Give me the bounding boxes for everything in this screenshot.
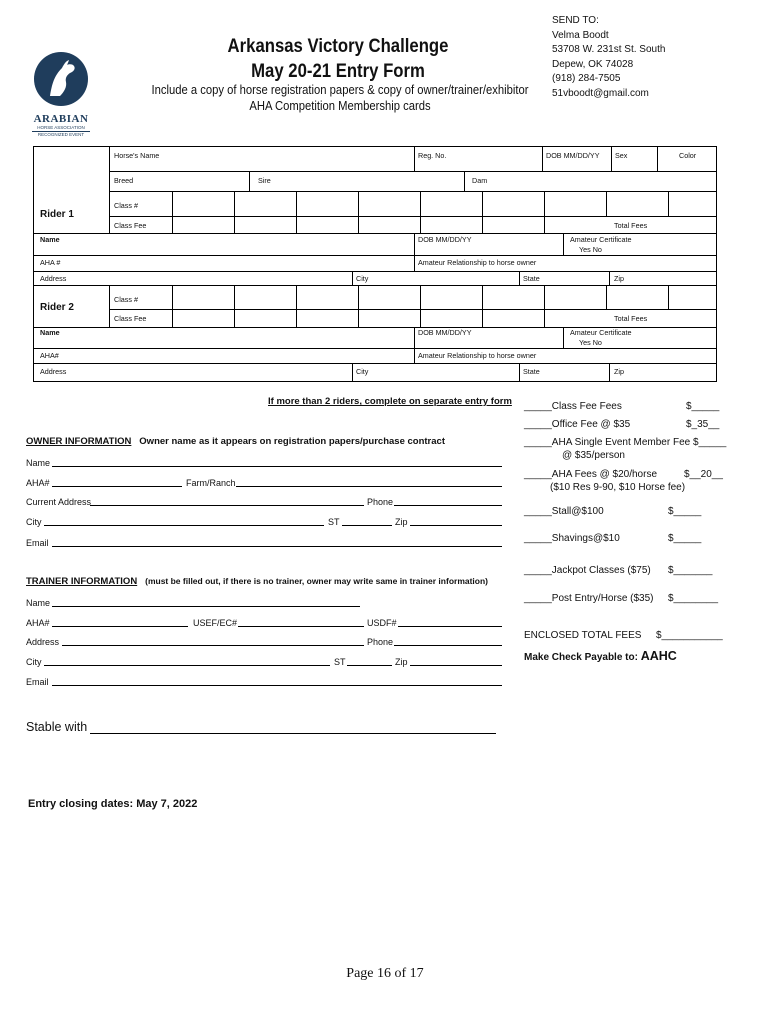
rider2-label: Rider 2 xyxy=(40,302,74,313)
trainer-st-label: ST xyxy=(334,657,346,667)
make-check-payable-label: Make Check Payable to: xyxy=(524,652,638,663)
trainer-heading: TRAINER INFORMATION xyxy=(26,576,138,587)
owner-aha-label: AHA# xyxy=(26,478,50,488)
trainer-name-field[interactable] xyxy=(52,606,360,607)
rider1-address-label: Address xyxy=(40,274,67,283)
enclosed-total-amount: $___________ xyxy=(656,630,723,641)
trainer-usdf-label: USDF# xyxy=(367,618,397,628)
rider1-name-label: Name xyxy=(40,235,60,244)
owner-aha-field[interactable] xyxy=(52,486,182,487)
trainer-zip-label: Zip xyxy=(395,657,408,667)
enclosed-total-label: ENCLOSED TOTAL FEES xyxy=(524,630,642,641)
owner-address-label: Current Address xyxy=(26,497,92,507)
stall-row: _____Stall@$100 xyxy=(524,506,604,517)
office-fee-amount: $_35__ xyxy=(686,419,720,430)
make-check-payable-row xyxy=(524,649,677,663)
rider2-city-label: City xyxy=(356,367,369,376)
trainer-aha-field[interactable] xyxy=(52,626,188,627)
owner-note: Owner name as it appears on registration papers/purchase contract xyxy=(139,436,445,447)
owner-name-label: Name xyxy=(26,458,51,468)
trainer-usef-label: USEF/EC# xyxy=(193,618,238,628)
rider1-total-fees-label: Total Fees xyxy=(614,221,648,230)
owner-heading-row xyxy=(26,436,445,447)
owner-name-field[interactable] xyxy=(52,466,502,467)
rider2-class-fee-label: Class Fee xyxy=(114,314,147,323)
stable-with-label: Stable with xyxy=(26,720,88,734)
rider2-amateur-cert-label: Amateur Certificate xyxy=(570,328,632,337)
trainer-name-label: Name xyxy=(26,598,51,608)
rider1-amateur-cert-label: Amateur Certificate xyxy=(570,235,632,244)
rider1-relationship-label: Amateur Relationship to horse owner xyxy=(418,258,537,267)
owner-farm-label: Farm/Ranch xyxy=(186,478,236,488)
horse-head-icon xyxy=(32,50,90,108)
class-fee-row: _____Class Fee Fees xyxy=(524,401,622,412)
trainer-usdf-field[interactable] xyxy=(398,626,502,627)
owner-address-field[interactable] xyxy=(90,505,364,506)
owner-phone-field[interactable] xyxy=(394,505,502,506)
logo-text-3: RECOGNIZED EVENT xyxy=(32,131,90,137)
trainer-heading-row xyxy=(26,576,488,587)
form-title-line2: May 20-21 Entry Form xyxy=(251,61,425,82)
owner-st-field[interactable] xyxy=(342,525,392,526)
shavings-row: _____Shavings@$10 xyxy=(524,533,620,544)
rider1-dob-label: DOB MM/DD/YY xyxy=(418,235,472,244)
aha-fees-amount: $__20__ xyxy=(684,469,723,480)
instructions-line1: Include a copy of horse registration papers & copy of owner/trainer/exhibitor xyxy=(151,83,529,97)
trainer-phone-label: Phone xyxy=(367,637,394,647)
post-entry-amount: $________ xyxy=(668,593,719,604)
rider1-state-label: State xyxy=(523,274,540,283)
trainer-phone-field[interactable] xyxy=(394,645,502,646)
jackpot-amount: $_______ xyxy=(668,565,713,576)
dam-label: Dam xyxy=(472,176,488,185)
rider2-dob-label: DOB MM/DD/YY xyxy=(418,328,472,337)
trainer-usef-field[interactable] xyxy=(238,626,364,627)
rider2-name-label: Name xyxy=(40,328,60,337)
trainer-email-field[interactable] xyxy=(52,685,502,686)
sire-label: Sire xyxy=(258,176,271,185)
rider1-city-label: City xyxy=(356,274,369,283)
entry-closing-date: Entry closing dates: May 7, 2022 xyxy=(28,798,198,810)
rider1-aha-label: AHA # xyxy=(40,258,61,267)
arabian-horse-association-logo xyxy=(32,50,90,137)
stable-with-field[interactable] xyxy=(90,733,496,734)
trainer-aha-label: AHA# xyxy=(26,618,50,628)
more-riders-note: If more than 2 riders, complete on separate entry form xyxy=(268,396,512,407)
owner-farm-field[interactable] xyxy=(236,486,502,487)
owner-heading: OWNER INFORMATION xyxy=(26,436,132,447)
trainer-note: (must be filled out, if there is no trainer, owner may write same in trainer information) xyxy=(145,576,489,586)
rider1-class-no-label: Class # xyxy=(114,201,138,210)
class-fee-amount: $_____ xyxy=(686,401,720,412)
owner-city-label: City xyxy=(26,517,42,527)
send-to-street: 53708 W. 231st St. South xyxy=(552,44,666,55)
send-to-name: Velma Boodt xyxy=(552,29,609,41)
send-to-email: 51vboodt@gmail.com xyxy=(552,87,649,99)
rider2-aha-label: AHA# xyxy=(40,351,59,360)
instructions-line2: AHA Competition Membership cards xyxy=(249,99,431,113)
sex-label: Sex xyxy=(615,151,628,160)
horse-name-label: Horse's Name xyxy=(114,151,160,160)
stall-amount: $_____ xyxy=(668,506,702,517)
owner-email-field[interactable] xyxy=(52,546,502,547)
owner-zip-label: Zip xyxy=(395,517,408,527)
entry-grid xyxy=(33,146,717,382)
form-title-line1: Arkansas Victory Challenge xyxy=(227,36,449,57)
rider2-zip-label: Zip xyxy=(614,367,624,376)
send-to-block xyxy=(552,14,665,101)
send-to-phone: (918) 284-7505 xyxy=(552,73,621,84)
office-fee-row: _____Office Fee @ $35 xyxy=(524,419,631,430)
payable-to: AAHC xyxy=(640,649,677,663)
rider1-yes-no: Yes No xyxy=(579,245,602,254)
trainer-address-field[interactable] xyxy=(62,645,364,646)
logo-text-1: ARABIAN xyxy=(33,113,89,125)
owner-zip-field[interactable] xyxy=(410,525,502,526)
trainer-address-label: Address xyxy=(26,637,60,647)
aha-single-event-row: _____AHA Single Event Member Fee $_____ xyxy=(524,437,727,448)
trainer-email-label: Email xyxy=(26,677,49,687)
trainer-city-label: City xyxy=(26,657,42,667)
post-entry-row: _____Post Entry/Horse ($35) xyxy=(524,593,654,604)
rider2-relationship-label: Amateur Relationship to horse owner xyxy=(418,351,537,360)
rider1-label: Rider 1 xyxy=(40,209,74,220)
owner-phone-label: Phone xyxy=(367,497,394,507)
owner-email-label: Email xyxy=(26,538,49,548)
rider2-class-no-label: Class # xyxy=(114,295,138,304)
owner-st-label: ST xyxy=(328,517,340,527)
color-label: Color xyxy=(679,151,697,160)
breed-label: Breed xyxy=(114,176,134,185)
trainer-city-field[interactable] xyxy=(44,665,330,666)
shavings-amount: $_____ xyxy=(668,533,702,544)
rider1-zip-label: Zip xyxy=(614,274,624,283)
rider1-class-fee-label: Class Fee xyxy=(114,221,147,230)
trainer-st-field[interactable] xyxy=(347,665,392,666)
send-to-city: Depew, OK 74028 xyxy=(552,58,634,70)
aha-fees-note: ($10 Res 9-90, $10 Horse fee) xyxy=(550,482,686,493)
rider2-yes-no: Yes No xyxy=(579,338,602,347)
rider2-total-fees-label: Total Fees xyxy=(614,314,648,323)
page-number: Page 16 of 17 xyxy=(346,966,424,981)
send-to-label: SEND TO: xyxy=(552,15,599,26)
aha-single-event-rate: @ $35/person xyxy=(562,450,625,461)
logo-text-2: HORSE ASSOCIATION xyxy=(37,125,85,130)
rider2-state-label: State xyxy=(523,367,540,376)
horse-dob-label: DOB MM/DD/YY xyxy=(546,151,600,160)
reg-no-label: Reg. No. xyxy=(418,151,447,160)
aha-fees-row: _____AHA Fees @ $20/horse xyxy=(524,469,658,480)
rider2-address-label: Address xyxy=(40,367,67,376)
owner-city-field[interactable] xyxy=(44,525,324,526)
trainer-zip-field[interactable] xyxy=(410,665,502,666)
jackpot-row: _____Jackpot Classes ($75) xyxy=(524,565,651,576)
